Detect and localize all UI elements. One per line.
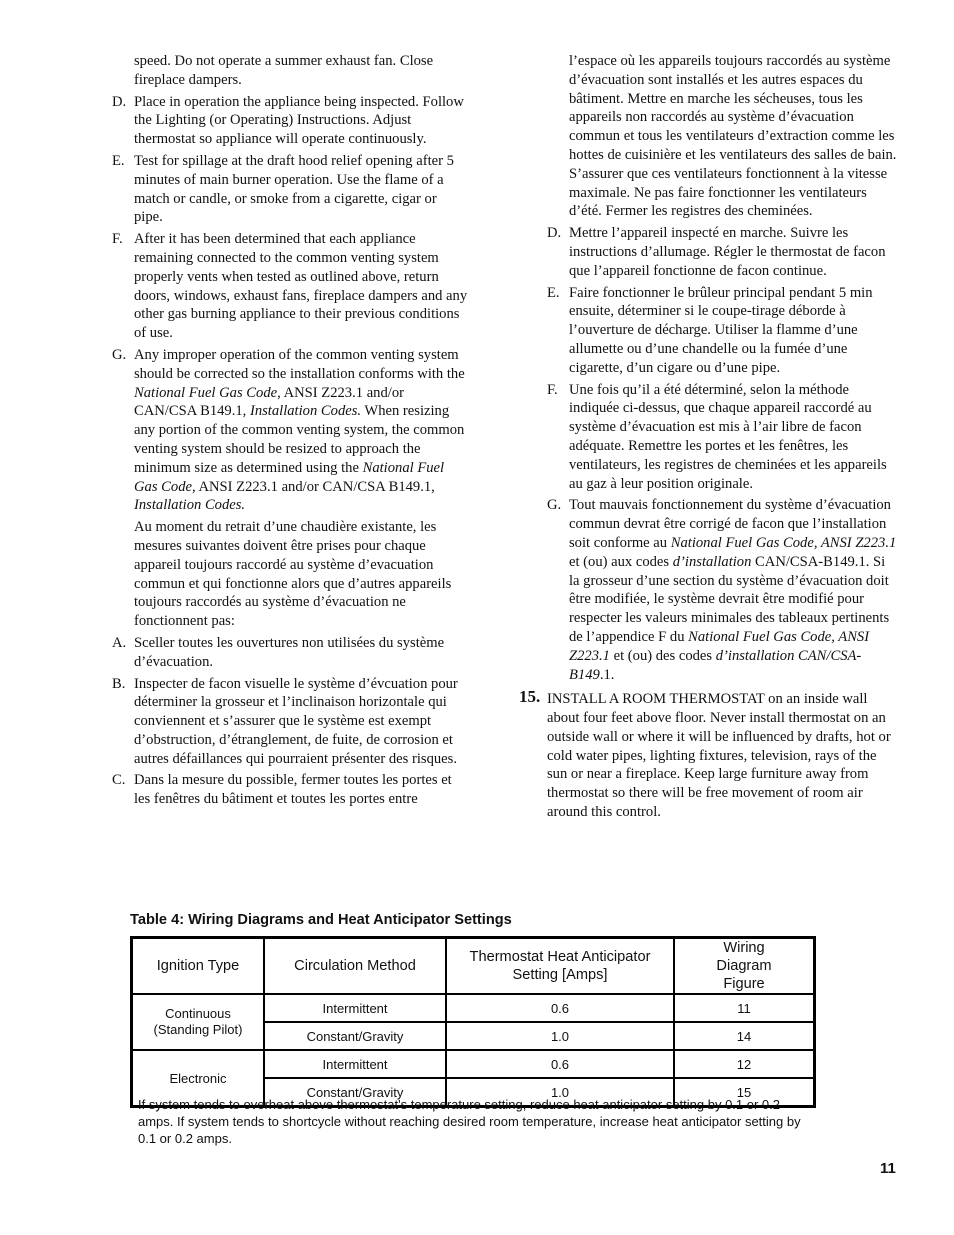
left-column	[112, 52, 468, 812]
item-text: Place in operation the appliance being inspected. Follow the Lighting (or Operating) Instructions. Adjust thermostat so appliance will operate continuously.	[134, 93, 464, 148]
item-label: G.	[547, 497, 562, 514]
text-run: Any improper operation of the common venting system should be corrected so the installation conforms with the	[134, 346, 465, 382]
italic-run: Installation Codes.	[134, 497, 246, 514]
table-note: If system tends to overheat above thermostat's temperature setting, reduce heat anticipator setting by 0.1 or 0.2 amps. If system tends to shortcycle without reaching desired room temperature, increase heat anticipator setting by 0.1 or 0.2 amps.	[138, 1097, 801, 1146]
method-cell: Intermittent	[264, 1050, 446, 1078]
item-label: B.	[112, 675, 126, 692]
header-heat-anticipator: Thermostat Heat Anticipator Setting [Amps]	[446, 938, 674, 995]
wiring-table	[130, 936, 816, 1108]
item-text: Une fois qu’il a été déterminé, selon la méthode indiquée ci-dessus, que chaque appareil raccordé au système d’évacuation est mis à l’air libre de facon adéquate. Remettre les portes et les fenêtres, les ventilateurs, les registres de cheminées et les appareils au gaz à leur position originale.	[569, 381, 887, 492]
header-ignition-type: Ignition Type	[132, 938, 265, 995]
setting-cell: 1.0	[446, 1078, 674, 1107]
item-text: Inspecter de facon visuelle le système d’évcuation pour déterminer la grosseur et l’inclinaison horizontale qui conviennent et s’assurer que le système est exempt d’obstruction, d’étranglement, de fuite, de corrosion et autres défaillances qui pourraient présenter des risques.	[134, 675, 458, 767]
step-number: 15.	[519, 687, 541, 707]
table-header-row	[132, 938, 815, 995]
page-number: 11	[880, 1160, 896, 1177]
item-label: D.	[112, 93, 127, 110]
french-list-item-e	[547, 284, 899, 378]
list-item-f	[112, 230, 468, 343]
french-list-item-a	[112, 634, 468, 672]
step-text: INSTALL A ROOM THERMOSTAT on an inside wall about four feet above floor. Never install thermostat on an outside wall or where it will be influenced by drafts, hot or cold water pipes, lighting fixtures, television, rays of the sun or near a fireplace. Keep large furniture away from thermostat so there will be free movement of room air around this control.	[547, 691, 891, 821]
text-run: et (ou) des codes	[609, 647, 716, 664]
item-text: Test for spillage at the draft hood relief opening after 5 minutes of main burner operation. Use the flame of a match or candle, or smoke from a cigarette, cigar or pipe.	[134, 152, 454, 226]
figure-cell: 15	[674, 1078, 815, 1107]
text-run: CAN/CSA-B149.1. Si la grosseur d’une section du système d’évacuation doit être modifiée, le système devrait être modifié pour respecter les valeurs minimales des tableaux pertinents de l’appendice F du	[569, 553, 890, 645]
figure-cell: 12	[674, 1050, 815, 1078]
italic-run: National Fuel Gas Code	[134, 459, 445, 495]
item-label: G.	[112, 346, 127, 363]
right-column	[519, 52, 899, 822]
item-text	[569, 497, 896, 682]
method-cell: Intermittent	[264, 994, 446, 1022]
item-label: D.	[547, 225, 562, 242]
item-label: F.	[547, 381, 558, 398]
item-text	[134, 347, 465, 513]
item-label: F.	[112, 231, 123, 248]
item-text: Dans la mesure du possible, fermer toutes les portes et les fenêtres du bâtiment et toutes les portes entre	[134, 772, 452, 808]
italic-run: National Fuel Gas Code, ANSI Z223.1	[670, 534, 897, 551]
text-run: , ANSI Z223.1 and/or CAN/CSA B149.1,	[134, 384, 404, 420]
c-continuation: l’espace où les appareils toujours raccordés au système d’évacuation sont installés et les autres espaces du bâtiment. Mettre en marche les sécheuses, tous les appareils non raccordés au système d’évacuation commun et tous les ventilateurs d’extraction comme les hottes de cuisinière et les ventilateurs des salles de bain. S’assurer que ces ventilateurs fonctionnent à la vitesse maximale. Ne pas faire fonctionner les ventilateurs d’été. Fermer les registres des cheminées.	[569, 53, 897, 220]
french-list-item-f	[547, 381, 899, 494]
text-run: Tout mauvais fonctionnement du système d’évacuation commun devrat être corrigé de facon que l’installation soit conforme au	[569, 497, 891, 551]
table-title: Table 4: Wiring Diagrams and Heat Anticipator Settings	[130, 912, 512, 928]
italic-run: d’installation CAN/CSA-B149	[569, 647, 862, 683]
list-item-e	[112, 152, 468, 227]
ignition-cell: Electronic	[132, 1050, 265, 1107]
french-list-item-b	[112, 675, 468, 769]
italic-run: National Fuel Gas Code	[134, 384, 278, 401]
item-label: A.	[112, 634, 127, 651]
setting-cell: 1.0	[446, 1022, 674, 1050]
text-run: et (ou) aux codes	[569, 553, 673, 570]
italic-run: Installation Codes.	[249, 403, 362, 420]
italic-run: National Fuel Gas Code, ANSI Z223.1	[569, 628, 870, 664]
intro-continuation: speed. Do not operate a summer exhaust fan. Close fireplace dampers.	[134, 53, 434, 88]
text-run: When resizing any portion of the common venting system, the common venting system should be resized to approach the minimum size as determined using the	[134, 403, 465, 476]
method-cell: Constant/Gravity	[264, 1022, 446, 1050]
header-wiring-diagram: Wiring Diagram Figure	[674, 938, 815, 995]
item-text: Mettre l’appareil inspecté en marche. Suivre les instructions d’allumage. Régler le thermostat de facon que l’appareil fonctionne de facon continue.	[569, 225, 886, 279]
setting-cell: 0.6	[446, 994, 674, 1022]
header-circulation-method: Circulation Method	[264, 938, 446, 995]
figure-cell: 14	[674, 1022, 815, 1050]
method-cell: Constant/Gravity	[264, 1078, 446, 1107]
item-label: C.	[112, 772, 126, 789]
table-row	[132, 1050, 815, 1078]
french-list-item-g	[547, 496, 899, 684]
french-list-item-d	[547, 224, 899, 280]
step-15	[519, 687, 899, 822]
item-label: E.	[547, 284, 560, 301]
list-item-g	[112, 346, 468, 515]
table-row	[132, 994, 815, 1022]
item-text: After it has been determined that each appliance remaining connected to the common venting system properly vents when tested as outlined above, return doors, windows, exhaust fans, fireplace dampers and any other gas burning appliance to their previous conditions of use.	[134, 231, 468, 342]
french-intro: Au moment du retrait d’une chaudière existante, les mesures suivantes doivent être prises pour chaque appareil toujours raccordé au système d’evacuation commun et qui fonctionne alors que d’autres appareils toujours raccordés au système d’évacuation ne fonctionnent pas:	[134, 519, 452, 630]
item-text: Faire fonctionner le brûleur principal pendant 5 min ensuite, déterminer si le coupe-tirage déborde à l’ouverture de décharge. Utiliser la flamme d’une allumette ou d’une chandelle ou la fumée d’une cigarette, d’un cigare ou d’une pipe.	[569, 284, 873, 376]
figure-cell: 11	[674, 994, 815, 1022]
list-item-d	[112, 93, 468, 149]
italic-run: d’installation	[672, 553, 752, 570]
text-run: , ANSI Z223.1 and/or CAN/CSA B149.1,	[191, 478, 435, 495]
french-list-item-c	[112, 771, 468, 809]
item-label: E.	[112, 152, 125, 169]
ignition-cell: Continuous (Standing Pilot)	[132, 994, 265, 1050]
setting-cell: 0.6	[446, 1050, 674, 1078]
item-text: Sceller toutes les ouvertures non utilisées du système d’évacuation.	[134, 634, 445, 670]
text-run: .1.	[599, 666, 615, 683]
